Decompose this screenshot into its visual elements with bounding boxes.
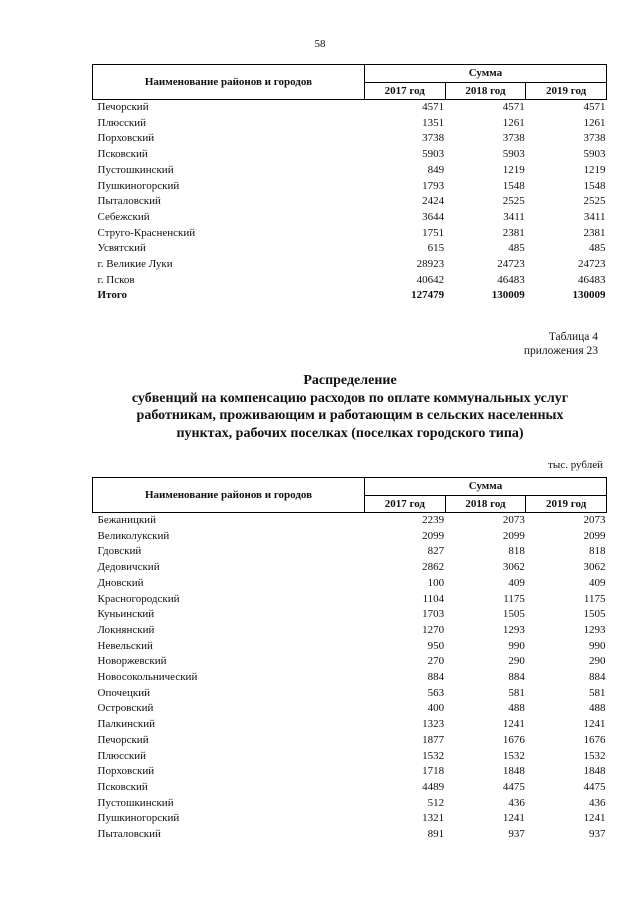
header-year: 2018 год [445, 83, 526, 100]
amount-cell: 5903 [502, 148, 525, 161]
amount-cell: 1321 [422, 812, 445, 825]
table-number: Таблица 4 [548, 331, 598, 343]
amount-cell: 130009 [572, 289, 606, 302]
district-name: Пушкиногорский [97, 179, 180, 192]
amount-cell: 2099 [502, 529, 525, 542]
district-name: Невельский [97, 639, 153, 652]
amount-cell: 1848 [583, 765, 606, 778]
amount-cell: 436 [508, 796, 525, 809]
amount-cell: 46483 [578, 273, 606, 286]
title-line: Распределение [303, 373, 397, 388]
table-row [93, 147, 607, 163]
amount-cell: 1505 [583, 608, 606, 621]
district-name: г. Великие Луки [97, 258, 173, 271]
amount-cell: 1270 [422, 623, 445, 636]
amount-cell: 2525 [583, 195, 606, 208]
amount-cell: 4489 [422, 780, 445, 793]
table-row [93, 179, 607, 195]
amount-cell: 1793 [422, 179, 445, 192]
district-name: Пустошкинский [97, 796, 174, 809]
header-year: 2017 год [365, 496, 446, 513]
district-name: Великолукский [97, 529, 170, 542]
amount-cell: 1241 [583, 812, 606, 825]
table-row [93, 749, 607, 765]
district-name: Дедовичский [97, 561, 160, 574]
amount-cell: 40642 [416, 273, 445, 286]
amount-cell: 5903 [583, 148, 606, 161]
amount-cell: 488 [589, 702, 606, 715]
table-2 [92, 477, 607, 843]
district-name: Новоржевский [97, 655, 167, 668]
header-sum: Сумма [365, 478, 607, 496]
amount-cell: 100 [427, 576, 445, 589]
header-sum: Сумма [364, 65, 606, 83]
amount-cell: 436 [589, 796, 606, 809]
amount-cell: 4475 [502, 780, 525, 793]
amount-cell: 512 [427, 796, 445, 809]
table-row [93, 529, 607, 545]
amount-cell: 2099 [422, 529, 445, 542]
district-name: Пыталовский [97, 195, 161, 208]
amount-cell: 24723 [497, 258, 525, 271]
total-row [93, 288, 607, 304]
amount-cell: 1877 [422, 733, 445, 746]
amount-cell: 563 [427, 686, 445, 699]
amount-cell: 409 [589, 576, 606, 589]
header-year: 2019 год [526, 83, 607, 100]
amount-cell: 28923 [416, 258, 445, 271]
table-row [93, 131, 607, 147]
amount-cell: 818 [589, 545, 606, 558]
district-name: Печорский [97, 101, 149, 113]
table-row [93, 273, 607, 289]
amount-cell: 1548 [502, 179, 525, 192]
amount-cell: 485 [508, 242, 525, 255]
district-name: Красногородский [97, 592, 180, 605]
amount-cell: 990 [589, 639, 606, 652]
amount-cell: 130009 [491, 289, 525, 302]
page-number: 58 [314, 38, 326, 50]
amount-cell: 2381 [502, 226, 525, 239]
district-name: Печорский [97, 733, 149, 746]
district-name: Новосокольнический [97, 671, 198, 684]
amount-cell: 2381 [583, 226, 606, 239]
amount-cell: 3738 [583, 132, 606, 145]
amount-cell: 127479 [411, 289, 445, 302]
amount-cell: 1261 [502, 116, 525, 129]
amount-cell: 990 [508, 639, 525, 652]
district-name: Опочецкий [97, 686, 150, 699]
amount-cell: 1703 [422, 608, 445, 621]
district-name: Псковский [97, 780, 148, 793]
amount-cell: 4571 [422, 101, 445, 113]
table-row [93, 670, 607, 686]
amount-cell: 4571 [502, 101, 525, 113]
amount-cell: 400 [427, 702, 445, 715]
amount-cell: 2525 [502, 195, 525, 208]
header-year: 2017 год [364, 83, 445, 100]
amount-cell: 270 [427, 655, 445, 668]
amount-cell: 2099 [583, 529, 606, 542]
amount-cell: 5903 [422, 148, 445, 161]
amount-cell: 485 [589, 242, 606, 255]
amount-cell: 1351 [422, 116, 445, 129]
amount-cell: 884 [427, 671, 445, 684]
district-name: Локнянский [97, 623, 155, 636]
amount-cell: 2862 [422, 561, 445, 574]
amount-cell: 1241 [502, 812, 525, 825]
amount-cell: 937 [589, 828, 606, 841]
table-row [93, 544, 607, 560]
title-line: субвенций на компенсацию расходов по оплате коммунальных услуг [131, 390, 569, 406]
district-name: Порховский [97, 765, 155, 778]
district-name: Плюсский [97, 116, 147, 129]
table-row [93, 116, 607, 132]
table-row [93, 733, 607, 749]
table-row [93, 827, 607, 843]
district-name: Пыталовский [97, 828, 161, 841]
amount-cell: 1848 [502, 765, 525, 778]
amount-cell: 1104 [422, 592, 445, 605]
amount-cell: 1261 [583, 116, 606, 129]
amount-cell: 2424 [422, 195, 445, 208]
table-row [93, 623, 607, 639]
amount-cell: 1293 [502, 623, 525, 636]
amount-cell: 3738 [422, 132, 445, 145]
amount-cell: 1532 [502, 749, 525, 762]
amount-cell: 1718 [422, 765, 445, 778]
amount-cell: 950 [427, 639, 445, 652]
amount-cell: 1293 [583, 623, 606, 636]
table-reference [524, 330, 598, 358]
amount-cell: 4475 [583, 780, 606, 793]
table-row [93, 764, 607, 780]
amount-cell: 827 [427, 545, 445, 558]
district-name: Струго-Красненский [97, 226, 196, 239]
district-name: Порховский [97, 132, 155, 145]
amount-cell: 891 [427, 828, 445, 841]
table-row [93, 257, 607, 273]
amount-cell: 409 [508, 576, 525, 589]
header-year: 2019 год [526, 496, 607, 513]
amount-cell: 1175 [503, 592, 525, 605]
amount-cell: 290 [589, 655, 606, 668]
table-row [93, 576, 607, 592]
district-name: Итого [97, 289, 128, 302]
district-name: Пустошкинский [97, 163, 174, 176]
district-name: Псковский [97, 148, 148, 161]
table-row [93, 592, 607, 608]
amount-cell: 1219 [502, 163, 525, 176]
table-row [93, 654, 607, 670]
amount-cell: 581 [589, 686, 606, 699]
table-row [93, 163, 607, 179]
title-line: пунктах, рабочих поселках (поселках городского типа) [176, 425, 524, 441]
header-year: 2018 год [445, 496, 526, 513]
header-name: Наименование районов и городов [93, 65, 365, 100]
table-row [93, 811, 607, 827]
district-name: Островский [97, 702, 154, 715]
amount-cell: 1175 [583, 592, 606, 605]
amount-cell: 3062 [583, 561, 606, 574]
amount-cell: 1676 [583, 733, 606, 746]
amount-cell: 1323 [422, 718, 445, 731]
amount-cell: 2073 [502, 514, 525, 526]
table-row [93, 194, 607, 210]
amount-cell: 818 [508, 545, 525, 558]
amount-cell: 937 [508, 828, 525, 841]
appendix-number: приложения 23 [523, 345, 598, 357]
amount-cell: 3644 [422, 210, 445, 223]
district-name: Бежаницкий [97, 514, 156, 526]
table-row [93, 513, 607, 529]
table-1 [92, 64, 607, 304]
amount-cell: 488 [508, 702, 525, 715]
header-name: Наименование районов и городов [93, 478, 365, 513]
amount-cell: 849 [427, 163, 445, 176]
amount-cell: 1676 [502, 733, 525, 746]
amount-cell: 1532 [422, 749, 445, 762]
amount-cell: 3062 [502, 561, 525, 574]
table-row [93, 717, 607, 733]
district-name: Усвятский [97, 242, 146, 255]
table-row [93, 796, 607, 812]
district-name: Себежский [97, 210, 150, 223]
amount-cell: 3411 [503, 210, 525, 223]
amount-cell: 46483 [497, 273, 525, 286]
amount-cell: 3738 [502, 132, 525, 145]
table-row [93, 100, 607, 116]
district-name: Гдовский [97, 545, 142, 558]
amount-cell: 1532 [583, 749, 606, 762]
amount-cell: 1241 [502, 718, 525, 731]
title-line: работникам, проживающим и работающим в сельских населенных [136, 408, 564, 423]
amount-cell: 1505 [502, 608, 525, 621]
table-row [93, 560, 607, 576]
table-1-body [93, 100, 607, 305]
amount-cell: 581 [508, 686, 525, 699]
amount-cell: 615 [427, 242, 445, 255]
table-row [93, 780, 607, 796]
district-name: Пушкиногорский [97, 812, 180, 825]
amount-cell: 4571 [583, 101, 606, 113]
amount-cell: 884 [508, 671, 525, 684]
district-name: г. Псков [97, 273, 135, 286]
table-row [93, 701, 607, 717]
amount-cell: 2073 [583, 514, 606, 526]
amount-cell: 884 [589, 671, 606, 684]
district-name: Дновский [97, 576, 144, 589]
table-2-body [93, 513, 607, 843]
district-name: Палкинский [97, 718, 156, 731]
table-row [93, 226, 607, 242]
table-row [93, 639, 607, 655]
amount-cell: 2239 [422, 514, 445, 526]
document-title [60, 372, 640, 442]
amount-cell: 1751 [422, 226, 445, 239]
district-name: Плюсский [97, 749, 147, 762]
amount-cell: 290 [508, 655, 525, 668]
amount-cell: 1241 [583, 718, 606, 731]
table-row [93, 241, 607, 257]
amount-cell: 24723 [578, 258, 606, 271]
units-label: тыс. рублей [548, 459, 603, 471]
amount-cell: 1548 [583, 179, 606, 192]
table-row [93, 210, 607, 226]
amount-cell: 3411 [583, 210, 606, 223]
amount-cell: 1219 [583, 163, 606, 176]
district-name: Куньинский [97, 608, 155, 621]
table-row [93, 607, 607, 623]
table-row [93, 686, 607, 702]
